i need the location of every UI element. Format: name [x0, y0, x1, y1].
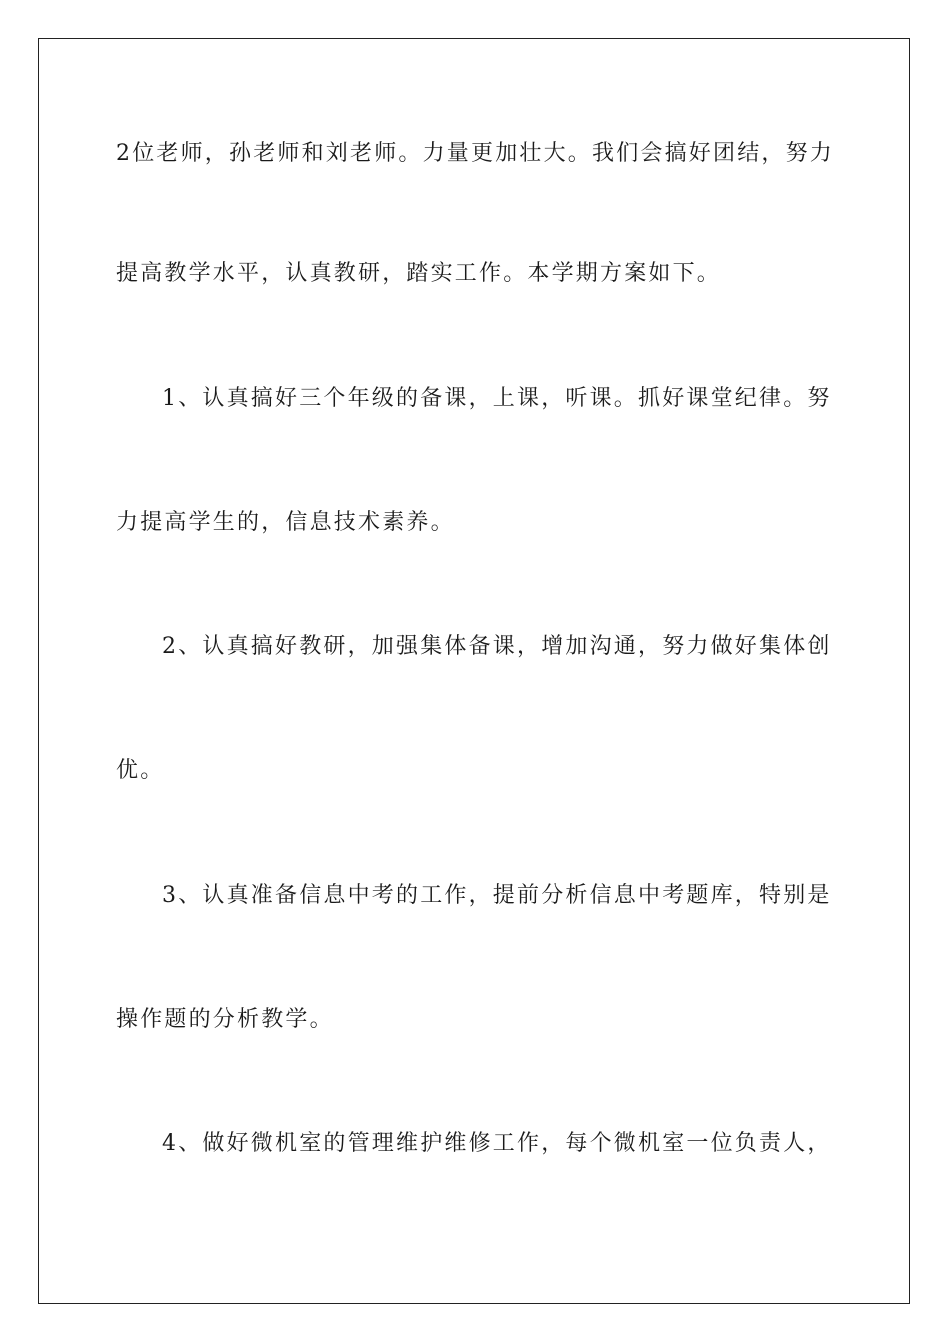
text-line: 2位老师，孙老师和刘老师。力量更加壮大。我们会搞好团结，努力 — [116, 141, 834, 166]
text-line: 优。 — [116, 758, 165, 783]
text-line: 操作题的分析教学。 — [116, 1007, 334, 1032]
list-item-4-start: 4、做好微机室的管理维护维修工作，每个微机室一位负责人， — [162, 1131, 832, 1156]
page-border — [38, 38, 910, 1304]
list-item-2-start: 2、认真搞好教研，加强集体备课，增加沟通，努力做好集体创 — [162, 634, 832, 659]
list-item-1-start: 1、认真搞好三个年级的备课，上课，听课。抓好课堂纪律。努 — [162, 386, 832, 411]
list-item-3-start: 3、认真准备信息中考的工作，提前分析信息中考题库，特别是 — [162, 883, 832, 908]
text-line: 力提高学生的，信息技术素养。 — [116, 510, 455, 535]
text-line: 提高教学水平，认真教研，踏实工作。本学期方案如下。 — [116, 261, 722, 286]
